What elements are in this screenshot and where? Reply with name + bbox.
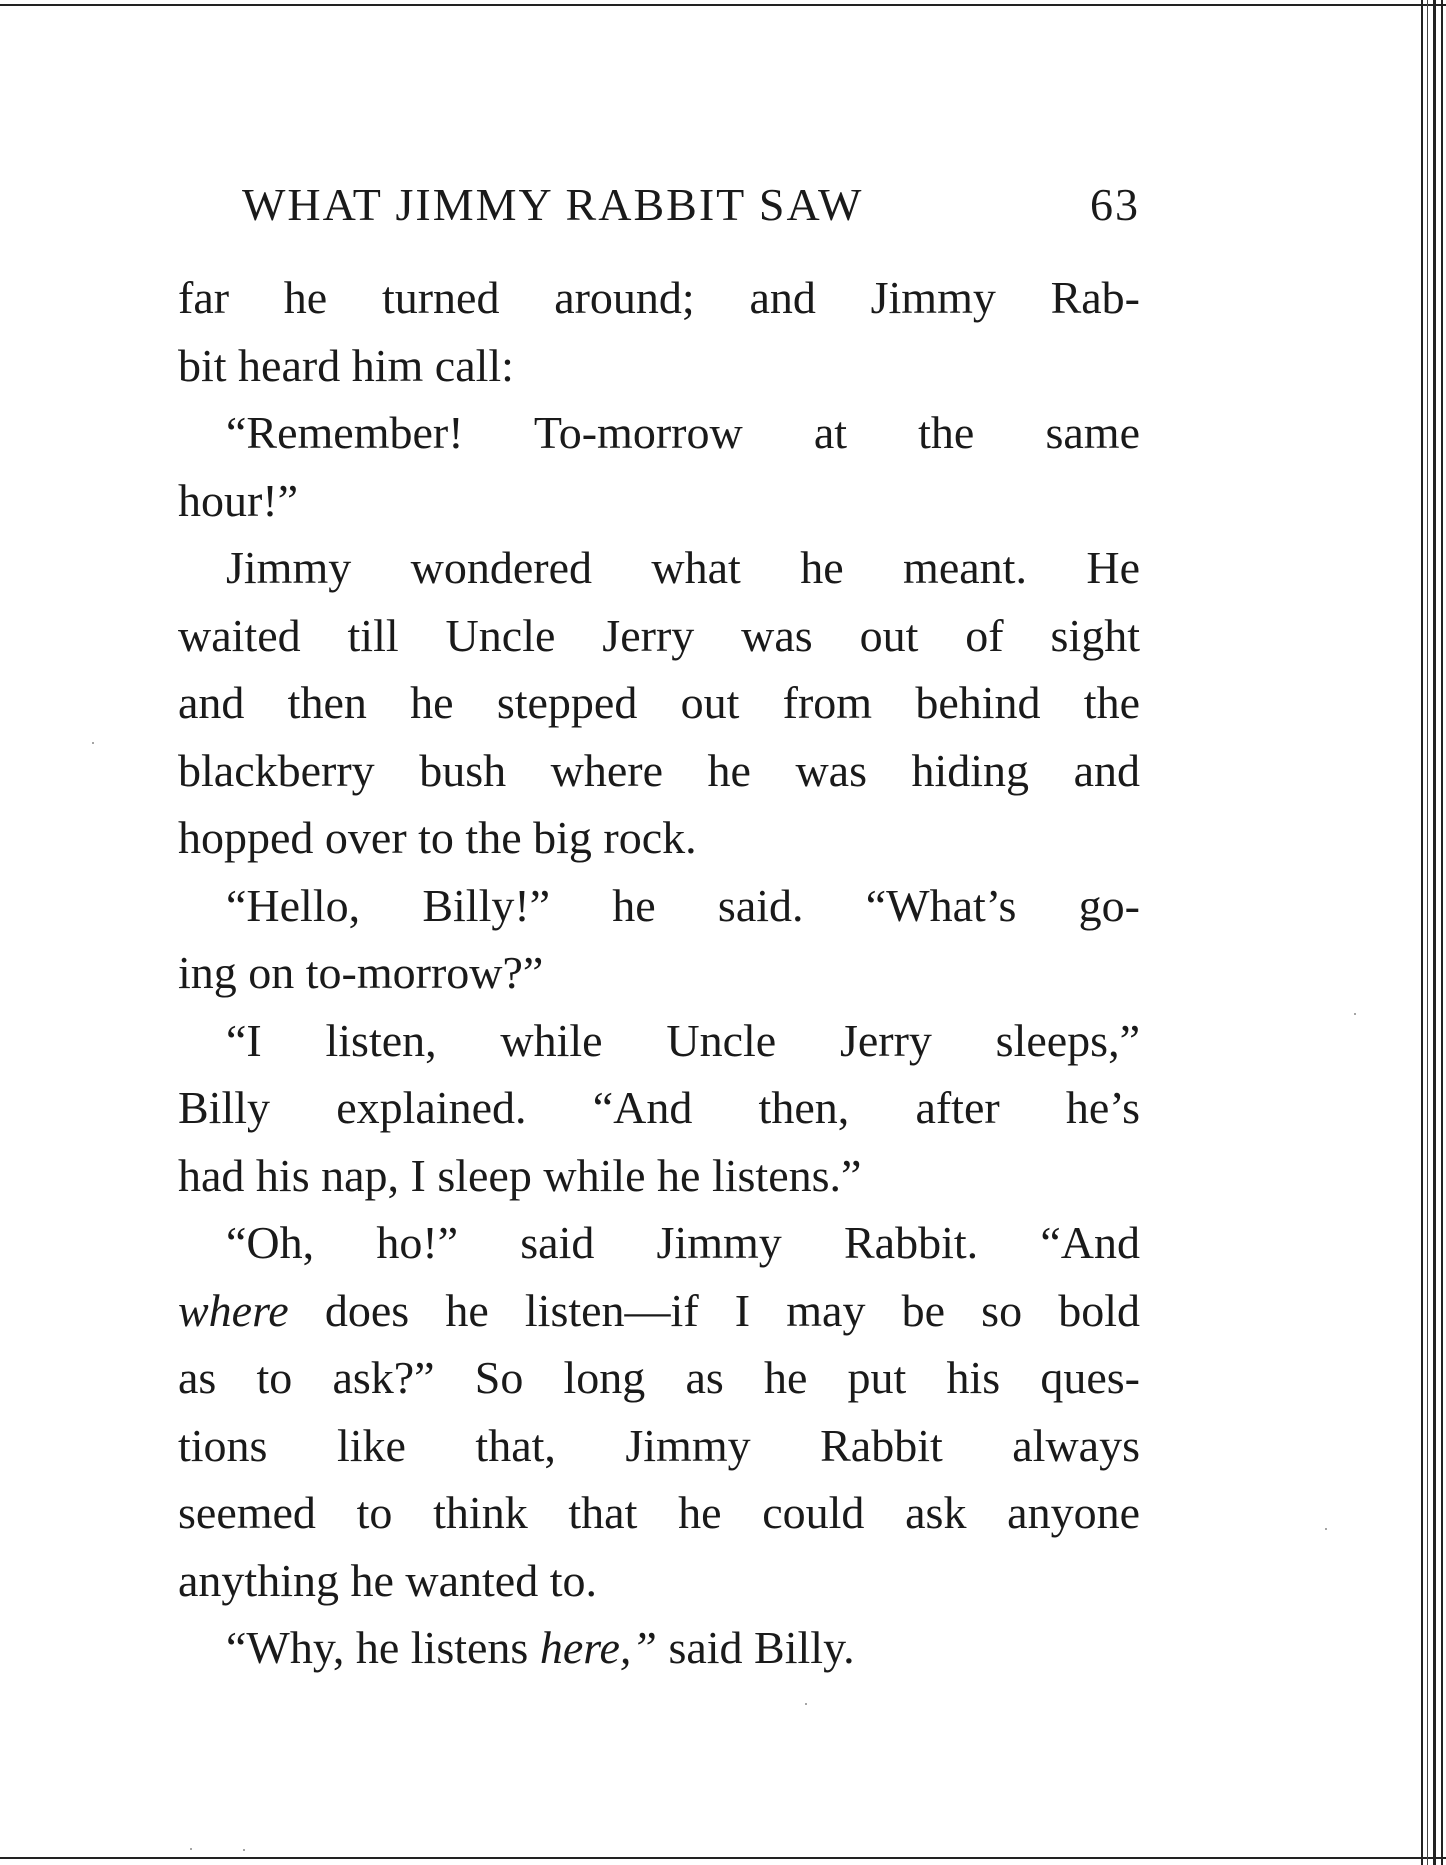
scan-speck: [243, 1849, 245, 1851]
text-line: tions like that, Jimmy Rabbit always: [178, 1419, 1140, 1471]
text-line: far he turned around; and Jimmy Rab-: [178, 272, 1140, 323]
text-line: “Remember! To-morrow at the same: [226, 407, 1140, 458]
scan-bottom-border: [0, 1857, 1446, 1859]
text-line: Billy explained. “And then, after he’s: [178, 1082, 1140, 1133]
text-segment: “Why, he listens: [226, 1622, 540, 1673]
text-line: seemed to think that he could ask anyone: [178, 1487, 1140, 1538]
scan-speck: [92, 742, 94, 744]
page-edge-line: [1427, 0, 1428, 1865]
body-text: [178, 264, 1140, 1682]
text-line: bit heard him call:: [178, 339, 514, 391]
text-line: “I listen, while Uncle Jerry sleeps,”: [226, 1014, 1140, 1066]
page-edge-line: [1421, 0, 1423, 1865]
italic-word: where: [178, 1284, 289, 1336]
scan-top-border: [0, 4, 1446, 6]
text-line: [178, 1614, 1140, 1682]
text-line: waited till Uncle Jerry was out of sight: [178, 609, 1140, 661]
italic-word: here,”: [539, 1622, 657, 1673]
scan-speck: [190, 1848, 192, 1850]
book-page: [178, 178, 1140, 1682]
scan-speck: [1354, 1013, 1356, 1015]
scan-speck: [805, 1703, 807, 1705]
text-line: [178, 1277, 1140, 1345]
text-line: blackberry bush where he was hiding and: [178, 744, 1140, 796]
text-line: as to ask?” So long as he put his ques-: [178, 1352, 1140, 1403]
text-line: “Oh, ho!” said Jimmy Rabbit. “And: [226, 1217, 1140, 1268]
running-head-title: WHAT JIMMY RABBIT SAW: [242, 179, 864, 230]
text-line: hopped over to the big rock.: [178, 812, 697, 863]
text-line: “Hello, Billy!” he said. “What’s go-: [226, 879, 1140, 931]
text-line: hour!”: [178, 474, 299, 526]
text-line: Jimmy wondered what he meant. He: [226, 542, 1140, 593]
running-head: [178, 178, 1140, 238]
page-edge-line: [1433, 0, 1436, 1865]
scan-speck: [1325, 1528, 1327, 1530]
page-edge-line: [1441, 0, 1443, 1865]
text-line: and then he stepped out from behind the: [178, 677, 1140, 728]
text-line: ing on to-morrow?”: [178, 947, 544, 998]
text-line: anything he wanted to.: [178, 1554, 598, 1606]
text-segment: said Billy.: [656, 1622, 855, 1673]
text-line: had his nap, I sleep while he listens.”: [178, 1149, 862, 1201]
text-segment: does he listen—if I may be so bold: [288, 1284, 1140, 1336]
page-number: 63: [1090, 179, 1140, 230]
